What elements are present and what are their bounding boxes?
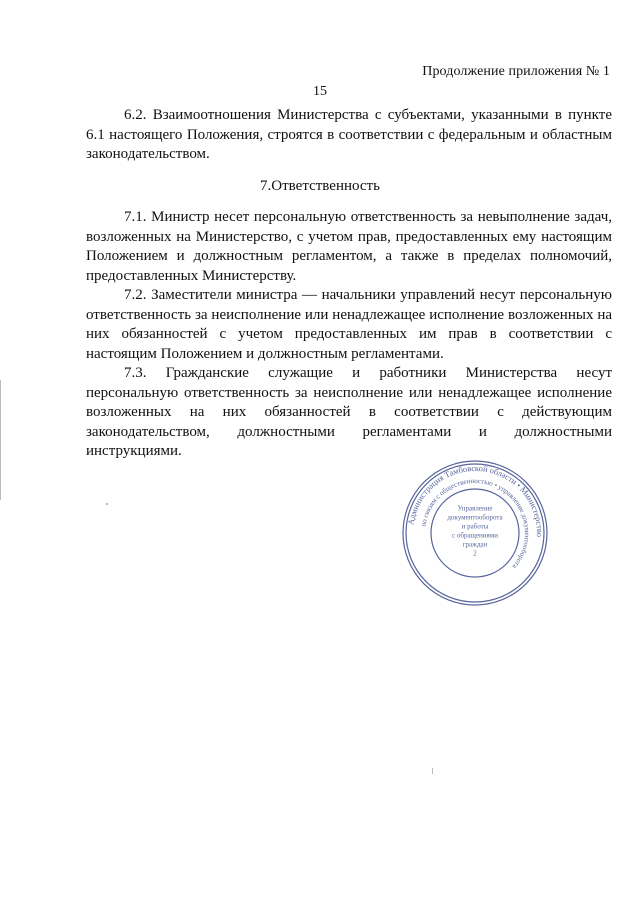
seal-center-line: документооборота bbox=[447, 513, 503, 522]
scan-dot bbox=[106, 503, 108, 505]
seal-inner-ring-text: по связям с общественностью • управление документооборота bbox=[419, 476, 532, 571]
paragraph-7-1: 7.1. Министр несет персональную ответственность за невыполнение задач, возложенных на Министерство, с учетом прав, предоставленных ему настоящим Положением и должностным регламентом, а также в пределах полномочий, предоставленных Министерству. bbox=[86, 209, 612, 284]
paragraph-6-2: 6.2. Взаимоотношения Министерства с субъектами, указанными в пункте 6.1 настоящего Положения, строятся в соответствии с федеральным и областным законодательством. bbox=[86, 107, 612, 162]
paragraph-7-2: 7.2. Заместители министра — начальники управлений несут персональную ответственность за неисполнение или ненадлежащее исполнение возложенных на них обязанностей с учетом предоставленных им прав в соответствии с настоящим Положением и должностным регламентами. bbox=[86, 287, 612, 362]
scan-edge-mark bbox=[0, 380, 1, 500]
seal-center-line: Управление bbox=[457, 504, 493, 513]
official-seal-stamp bbox=[400, 458, 550, 608]
seal-center-line: с обращениями bbox=[452, 531, 498, 540]
scan-dot bbox=[432, 768, 433, 774]
section-7-text bbox=[86, 208, 612, 462]
section-6-text bbox=[86, 106, 612, 165]
paragraph-7-3: 7.3. Гражданские служащие и работники Министерства несут персональную ответственность за неисполнение или ненадлежащее исполнение возложенных на них обязанностей в соответствии с действующим законодательством, должностными регламентами и должностными инструкциями. bbox=[86, 365, 612, 459]
seal-center-line: и работы bbox=[461, 522, 489, 531]
seal-center-line: граждан bbox=[462, 540, 488, 549]
seal-center-text bbox=[447, 505, 503, 558]
seal-outer-ring-text: Администрация Тамбовской области • Министерство bbox=[406, 463, 545, 538]
seal-center-line: 2 bbox=[473, 549, 477, 558]
section-7-title: 7.Ответственность bbox=[260, 178, 380, 194]
page-number: 15 bbox=[313, 84, 327, 99]
appendix-continuation-note: Продолжение приложения № 1 bbox=[422, 64, 610, 79]
